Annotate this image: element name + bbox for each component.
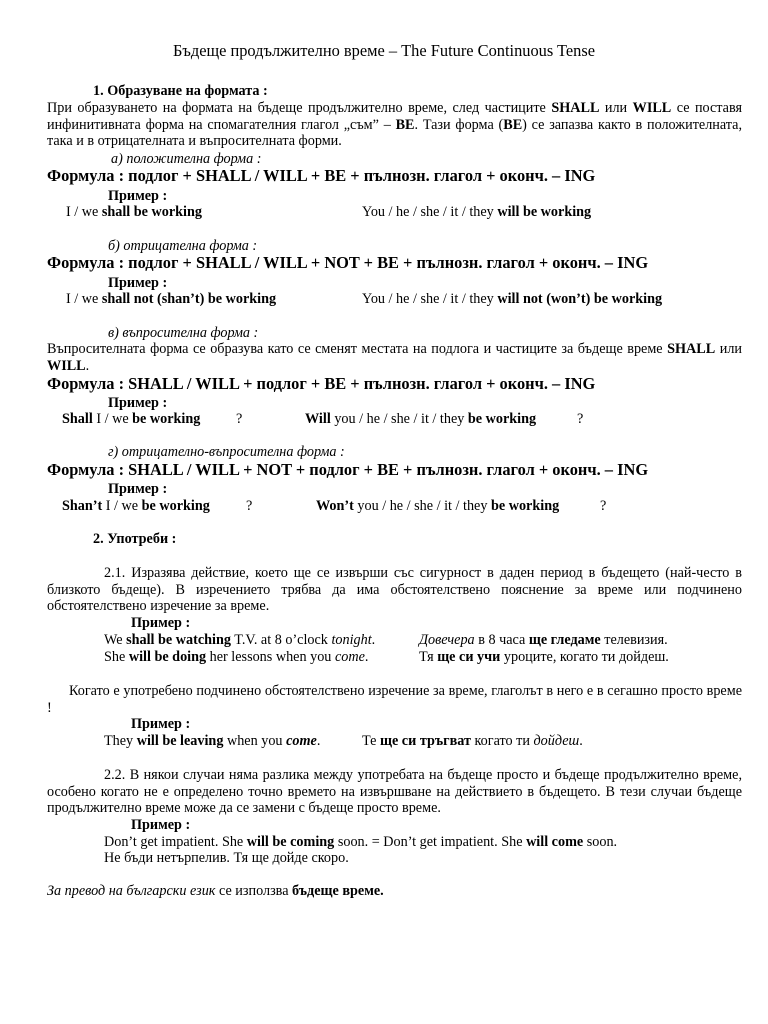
use-2-1-example-2-bg: Тя ще си учи уроците, когато ти дойдеш. [419, 649, 669, 665]
neg-interrogative-example-label: Пример : [108, 481, 168, 497]
use-2-1-example-label: Пример : [131, 615, 191, 631]
negative-formula: Формула : подлог + SHALL / WILL + NOT + BE + пълнозн. глагол + оконч. – ING [47, 253, 649, 272]
interrogative-example-right: Will you / he / she / it / they be working [305, 411, 537, 427]
use-2-1-example-2-en: She will be doing her lessons when you come. [104, 649, 369, 665]
interrogative-example-left-qmark: ? [236, 411, 243, 427]
translation-note: За превод на български език се използва бъдеще време. [47, 883, 384, 899]
use-2-2-example-2: Не бъди нетърпелив. Тя ще дойде скоро. [104, 850, 349, 866]
use-2-1-example-1-bg: Довечера в 8 часа ще гледаме телевизия. [419, 632, 668, 648]
negative-example-left: I / we shall not (shan’t) be working [66, 291, 277, 307]
positive-example-left: I / we shall be working [66, 204, 202, 220]
positive-form-label: а) положителна форма : [111, 151, 262, 167]
interrogative-form-label: в) въпросителна форма : [108, 325, 259, 341]
positive-formula: Формула : подлог + SHALL / WILL + BE + пълнозн. глагол + оконч. – ING [47, 166, 596, 185]
use-2-1-text: 2.1. Изразява действие, което ще се извърши със сигурност в даден период в бъдещето (най-често в близкото бъдеще). В изречението трябва да има обстоятелствено пояснение за време или подчинено обстоятелствено изречение за време. [47, 565, 742, 615]
neg-interrogative-example-right: Won’t you / he / she / it / they be working [316, 498, 560, 514]
negative-form-label: б) отрицателна форма : [108, 238, 258, 254]
present-simple-note: Когато е употребено подчинено обстоятелствено изречение за време, глаголът в него е в сегашно просто време ! [47, 683, 742, 716]
note-example-bg: Те ще си тръгват когато ти дойдеш. [362, 733, 583, 749]
section-1-intro: При образуването на формата на бъдеще продължително време, след частиците SHALL или WILL се поставя инфинитивната форма на спомагателния глагол „съм” – BE. Тази форма (BE) се запазва както в положителната, така и в отрицателната и въпросителната форми. [47, 100, 743, 150]
neg-interrogative-example-right-qmark: ? [600, 498, 607, 514]
note-example-en: They will be leaving when you come. [104, 733, 321, 749]
interrogative-description: Въпросителната форма се образува като се сменят местата на подлога и частиците за бъдеще време SHALL или WILL. [47, 341, 742, 374]
use-2-2-example-label: Пример : [131, 817, 191, 833]
neg-interrogative-form-label: г) отрицателно-въпросителна форма : [108, 444, 345, 460]
interrogative-example-right-qmark: ? [577, 411, 584, 427]
negative-example-label: Пример : [108, 275, 168, 291]
use-2-2-example-1: Don’t get impatient. She will be coming soon. = Don’t get impatient. She will come soon. [104, 834, 618, 850]
note-example-label: Пример : [131, 716, 191, 732]
interrogative-example-left: Shall I / we be working [62, 411, 201, 427]
interrogative-formula: Формула : SHALL / WILL + подлог + BE + пълнозн. глагол + оконч. – ING [47, 374, 596, 393]
use-2-2-text: 2.2. В някои случаи няма разлика между употребата на бъдеще просто и бъдеще продължително време, особено когато не е определено точно времето на извършване на действието в бъдещето. В тези случаи бъдеще продължително време може да се замени с бъдеще просто време. [47, 767, 742, 817]
neg-interrogative-formula: Формула : SHALL / WILL + NOT + подлог + BE + пълнозн. глагол + оконч. – ING [47, 460, 649, 479]
neg-interrogative-example-left: Shan’t I / we be working [62, 498, 210, 514]
page-title: Бъдеще продължително време – The Future Continuous Tense [172, 41, 596, 60]
positive-example-right: You / he / she / it / they will be working [362, 204, 592, 220]
positive-example-label: Пример : [108, 188, 168, 204]
section-2-heading: 2. Употреби : [93, 531, 177, 547]
neg-interrogative-example-left-qmark: ? [246, 498, 253, 514]
interrogative-example-label: Пример : [108, 395, 168, 411]
use-2-1-example-1-en: We shall be watching T.V. at 8 o’clock tonight. [104, 632, 376, 648]
negative-example-right: You / he / she / it / they will not (won’t) be working [362, 291, 663, 307]
section-1-heading: 1. Образуване на формата : [93, 83, 268, 99]
